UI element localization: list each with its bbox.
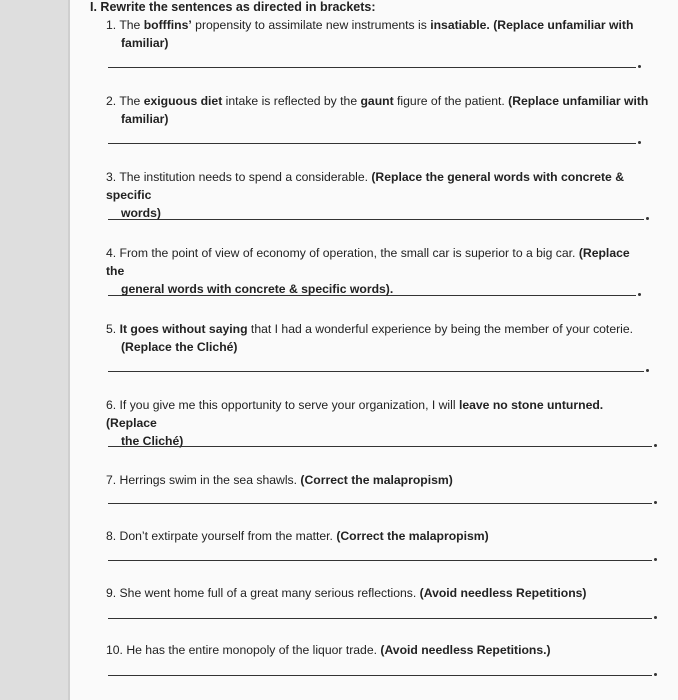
question-line (106, 643, 551, 657)
question-line (106, 473, 453, 487)
question-line (106, 398, 603, 430)
question-instruction: It goes without saying (119, 322, 248, 336)
question-instruction: familiar) (121, 112, 169, 126)
question-5 (106, 320, 651, 356)
question-text: propensity to assimilate new instruments is (191, 18, 431, 32)
question-3 (106, 168, 651, 222)
answer-line-end-dot (654, 616, 657, 619)
answer-line[interactable] (108, 371, 644, 372)
answer-line[interactable] (108, 295, 636, 296)
answer-line-end-dot (638, 141, 641, 144)
question-line (106, 18, 633, 32)
question-line-continued (106, 338, 651, 356)
question-line-continued (106, 34, 651, 52)
answer-line-end-dot (638, 293, 641, 296)
question-text: 3. The institution needs to spend a considerable. (106, 170, 372, 184)
question-text: 1. The (106, 18, 144, 32)
question-10 (106, 641, 651, 659)
question-instruction: general words with concrete & specific words). (121, 282, 394, 296)
question-line (106, 586, 586, 600)
answer-line[interactable] (108, 446, 652, 447)
answer-line-end-dot (654, 444, 657, 447)
question-line (106, 322, 633, 336)
question-instruction: gaunt (360, 94, 394, 108)
answer-line-end-dot (654, 558, 657, 561)
question-8 (106, 527, 651, 545)
question-text: that I had a wonderful experience by being the member of your coterie. (247, 322, 634, 336)
question-text: intake is reflected by the (222, 94, 361, 108)
question-text: 9. She went home full of a great many serious reflections. (106, 586, 420, 600)
section-heading: I. Rewrite the sentences as directed in brackets: (90, 0, 376, 14)
question-instruction: the Cliché) (121, 434, 184, 448)
question-instruction: (Replace unfamiliar with (493, 18, 634, 32)
worksheet-page (70, 0, 678, 700)
question-line (106, 529, 489, 543)
question-instruction: (Replace the general words with concrete & specific (106, 170, 624, 202)
question-instruction: exiguous diet (143, 94, 223, 108)
question-line (106, 170, 624, 202)
question-7 (106, 471, 651, 489)
question-6 (106, 396, 651, 450)
answer-line[interactable] (108, 560, 652, 561)
question-text: 6. If you give me this opportunity to serve your organization, I will (106, 398, 459, 412)
question-text: 2. The (106, 94, 144, 108)
answer-line[interactable] (108, 67, 636, 68)
question-4 (106, 244, 651, 298)
question-line-continued (106, 432, 651, 450)
question-line (106, 246, 630, 278)
question-text: 4. From the point of view of economy of operation, the small car is superior to a big car. (106, 246, 579, 260)
question-instruction: (Correct the malapropism) (336, 529, 489, 543)
question-9 (106, 584, 651, 602)
question-text: 7. Herrings swim in the sea shawls. (106, 473, 301, 487)
question-instruction: (Replace the (106, 246, 630, 278)
answer-line-end-dot (654, 501, 657, 504)
question-instruction: (Replace unfamiliar with (508, 94, 649, 108)
answer-line[interactable] (108, 219, 644, 220)
question-instruction: (Avoid needless Repetitions) (419, 586, 587, 600)
answer-line-end-dot (646, 217, 649, 220)
question-text: 5. (106, 322, 120, 336)
question-instruction: (Replace the Cliché) (121, 340, 238, 354)
question-instruction: familiar) (121, 36, 169, 50)
question-line-continued (106, 110, 651, 128)
question-instruction: insatiable. (430, 18, 490, 32)
answer-line-end-dot (638, 65, 641, 68)
question-text: 8. Don’t extirpate yourself from the matter. (106, 529, 337, 543)
question-instruction: words) (121, 206, 161, 220)
answer-line[interactable] (108, 618, 652, 619)
question-instruction: bofffins’ (143, 18, 192, 32)
question-instruction: (Avoid needless Repetitions.) (380, 643, 551, 657)
question-text: figure of the patient. (393, 94, 509, 108)
question-line (106, 94, 648, 108)
question-1 (106, 16, 651, 52)
question-instruction: (Replace (106, 416, 157, 430)
answer-line-end-dot (646, 369, 649, 372)
answer-line[interactable] (108, 675, 652, 676)
answer-line[interactable] (108, 143, 636, 144)
question-instruction: leave no stone unturned. (458, 398, 604, 412)
answer-line[interactable] (108, 503, 652, 504)
question-text: 10. He has the entire monopoly of the liquor trade. (106, 643, 381, 657)
question-instruction: (Correct the malapropism) (300, 473, 453, 487)
question-2 (106, 92, 651, 128)
answer-line-end-dot (654, 673, 657, 676)
